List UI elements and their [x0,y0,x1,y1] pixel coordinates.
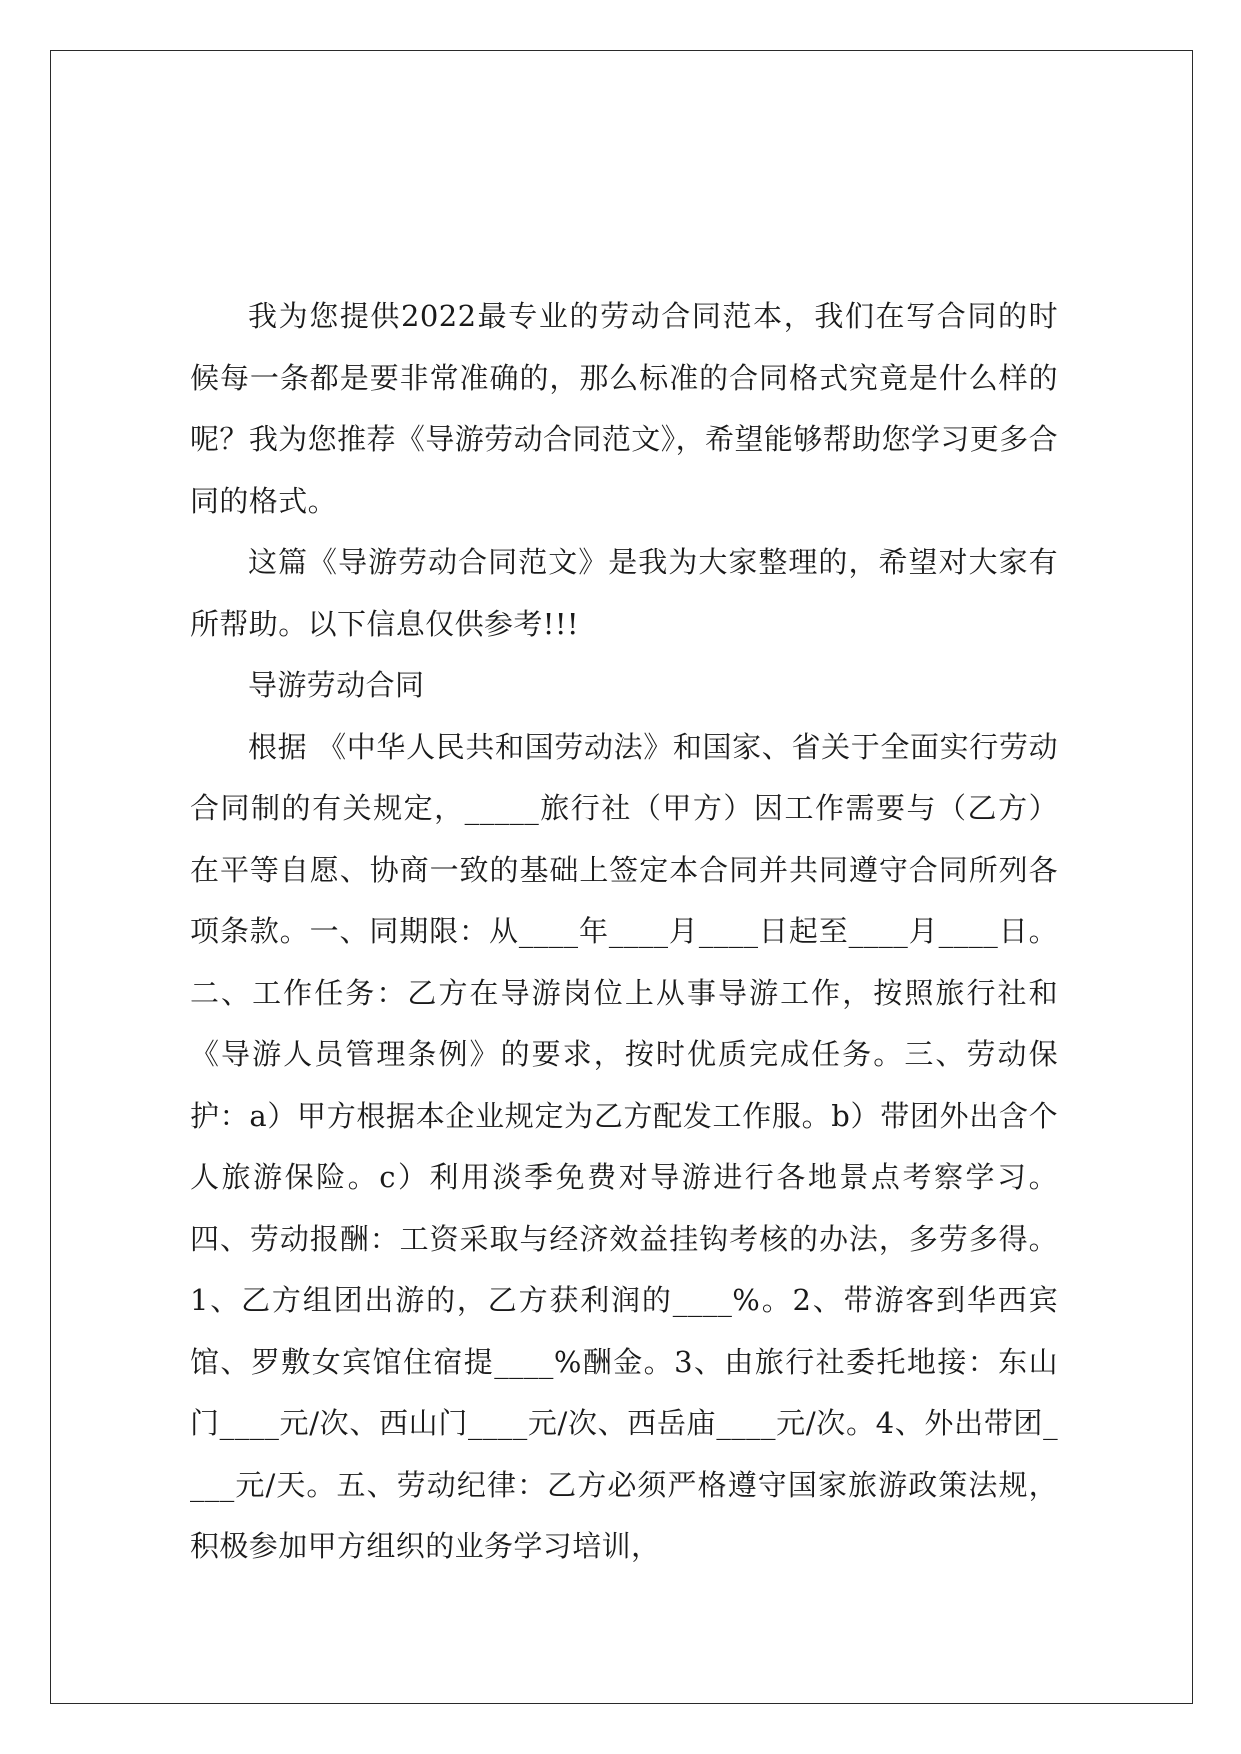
intro-paragraph: 我为您提供2022最专业的劳动合同范本，我们在写合同的时候每一条都是要非常准确的，那么标准的合同格式究竟是什么样的呢？我为您推荐《导游劳动合同范文》，希望能够帮助您学习更多合同的格式。 [190,299,1058,518]
contract-body-paragraph: 根据 《中华人民共和国劳动法》和国家、省关于全面实行劳动合同制的有关规定，_____旅行社（甲方）因工作需要与（乙方）在平等自愿、协商一致的基础上签定本合同并共同遵守合同所列各项条款。一、同期限：从____年____月____日起至____月____日。二、工作任务：乙方在导游岗位上从事导游工作，按照旅行社和《导游人员管理条例》的要求，按时优质完成任务。三、劳动保护：a）甲方根据本企业规定为乙方配发工作服。b）带团外出含个人旅游保险。c）利用淡季免费对导游进行各地景点考察学习。四、劳动报酬：工资采取与经济效益挂钩考核的办法，多劳多得。1、乙方组团出游的，乙方获利润的____%。2、带游客到华西宾馆、罗敷女宾馆住宿提____%酬金。3、由旅行社委托地接：东山门____元/次、西山门____元/次、西岳庙____元/次。4、外出带团____元/天。五、劳动纪律：乙方必须严格遵守国家旅游政策法规，积极参加甲方组织的业务学习培训， [190,729,1058,1563]
note-paragraph: 这篇《导游劳动合同范文》是我为大家整理的，希望对大家有所帮助。以下信息仅供参考!!! [190,545,1058,641]
document-body [190,286,1058,1578]
contract-title: 导游劳动合同 [248,668,425,702]
